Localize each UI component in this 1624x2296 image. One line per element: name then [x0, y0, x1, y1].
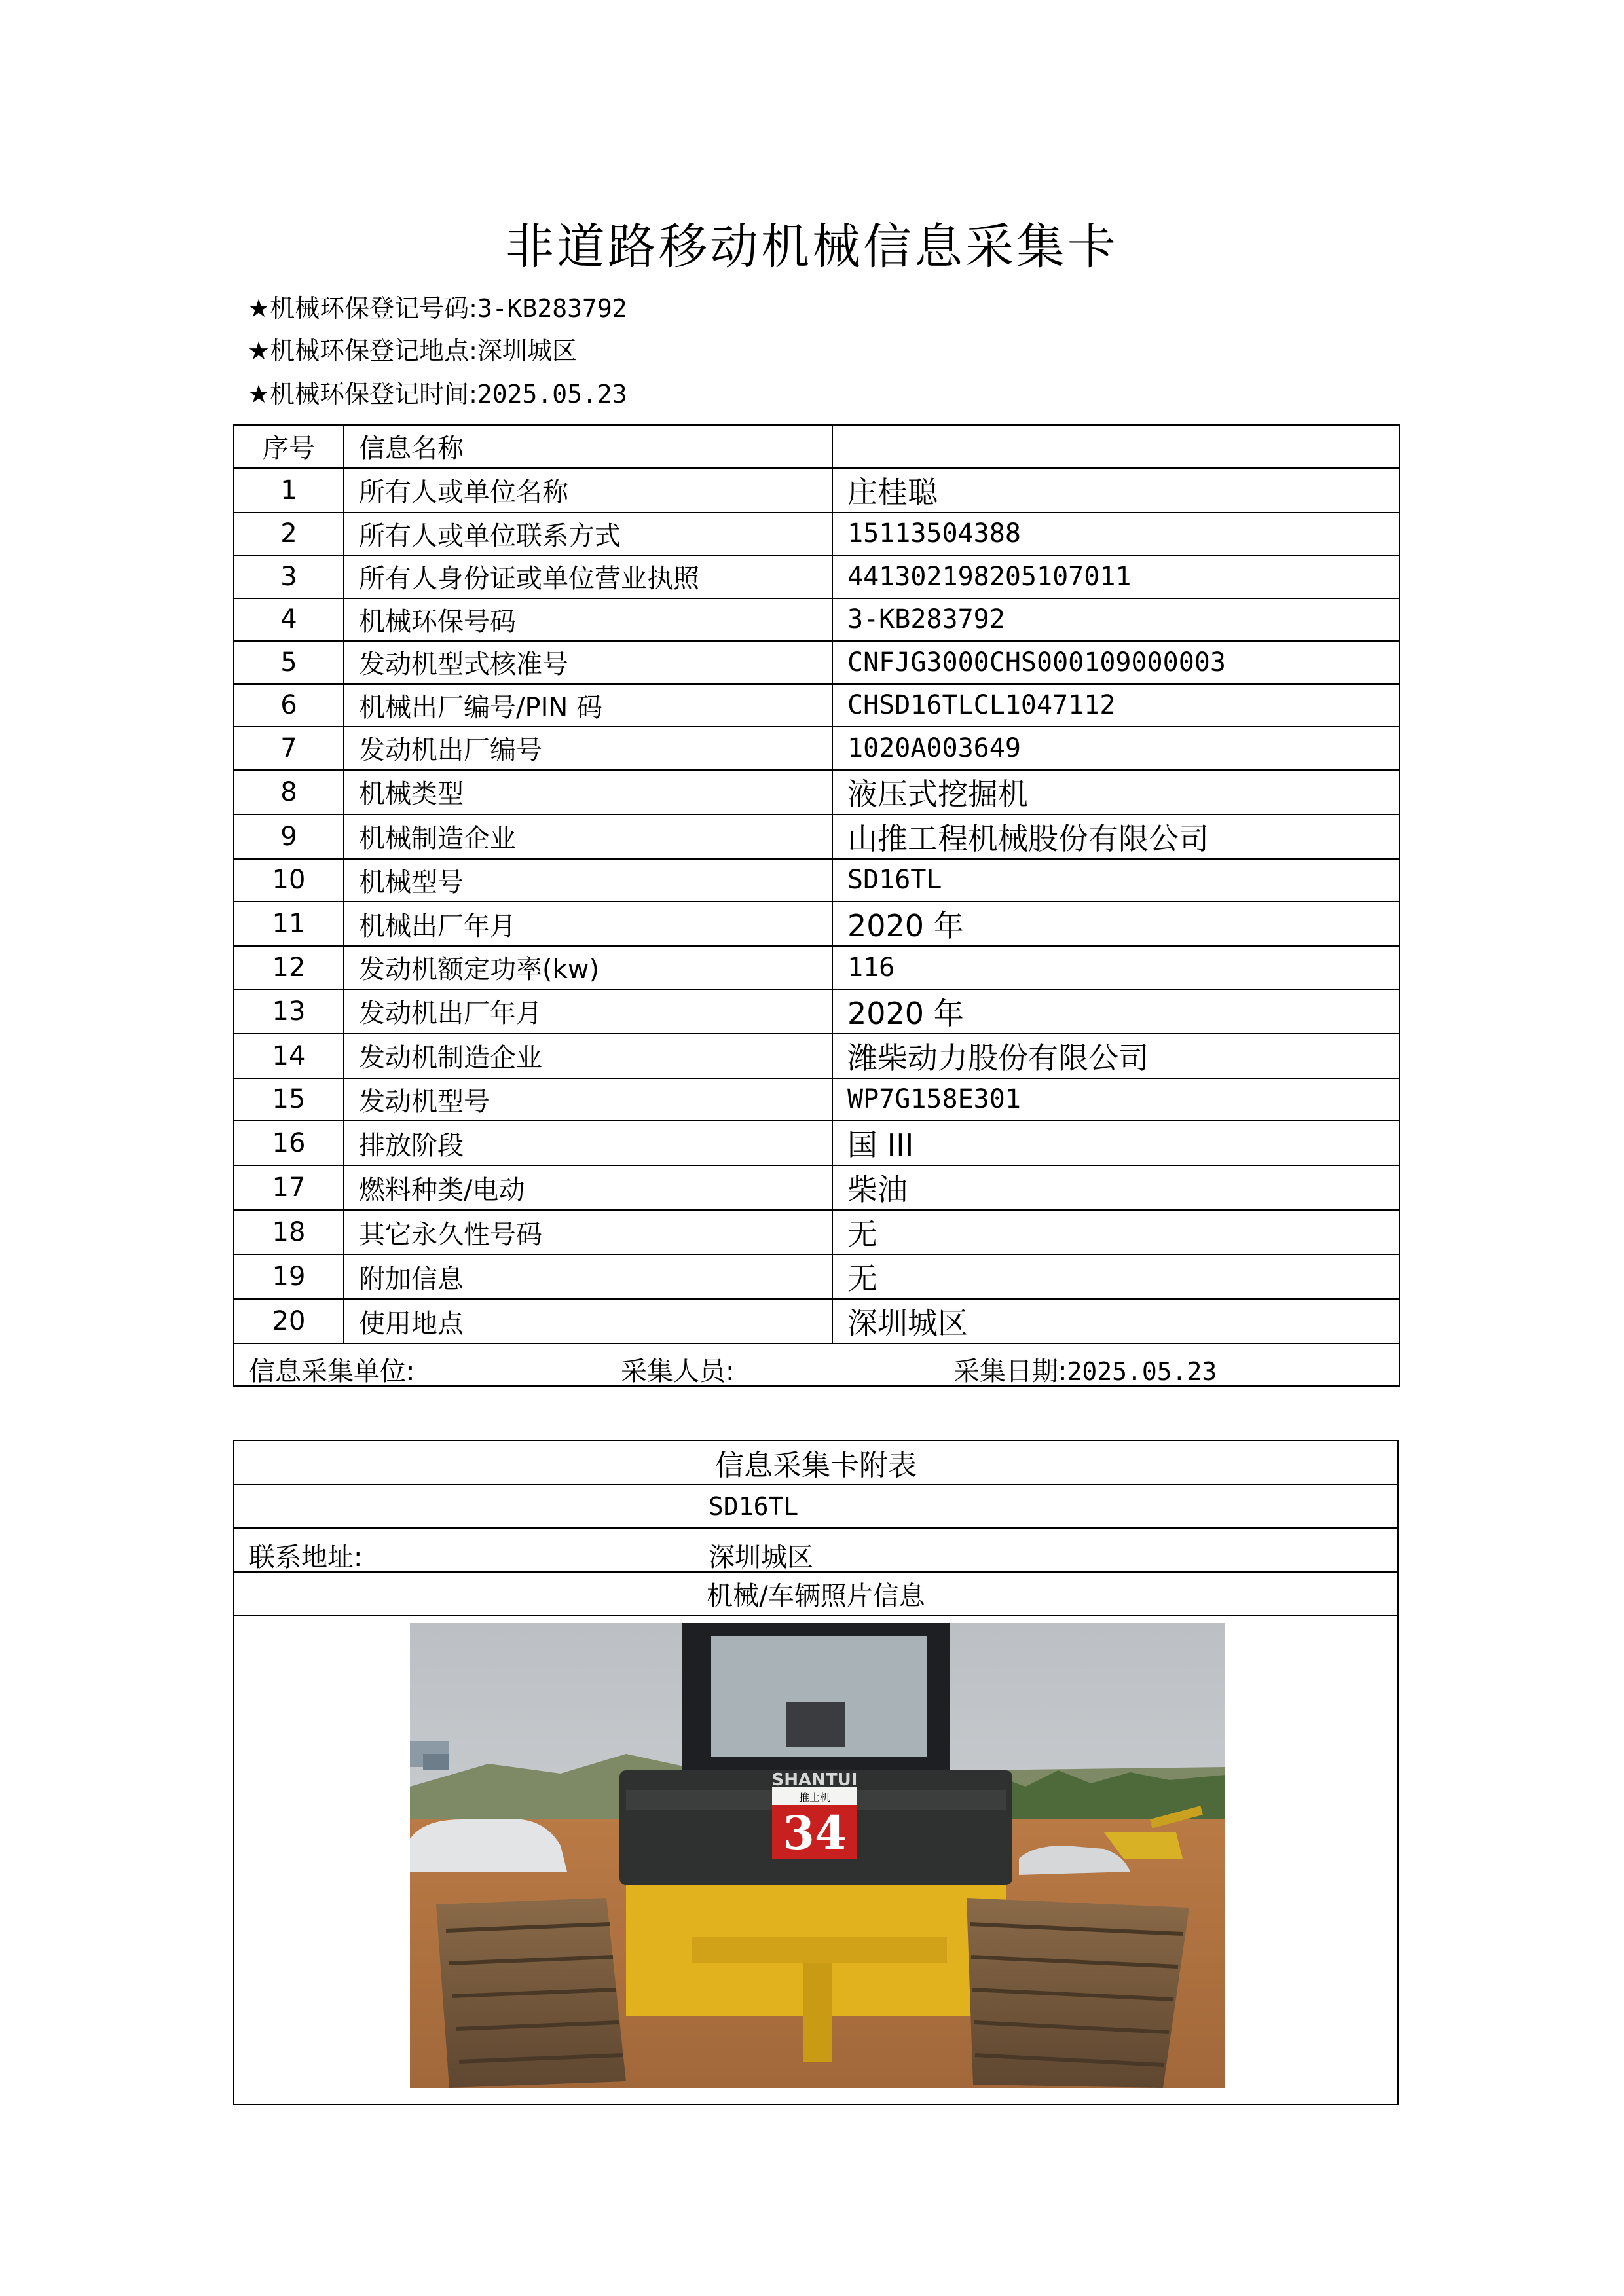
- table-row: [234, 727, 1399, 770]
- row-field-name: 附加信息: [344, 1254, 832, 1299]
- row-field-value: 1020A003649: [832, 727, 1399, 770]
- row-field-name: 所有人或单位联系方式: [344, 513, 832, 556]
- registration-number-value: 3-KB283792: [477, 294, 627, 323]
- row-field-value: 116: [832, 946, 1399, 989]
- row-field-name: 机械出厂编号/PIN 码: [344, 684, 832, 727]
- annex-table: [233, 1440, 1399, 2105]
- row-field-name: 机械环保号码: [344, 598, 832, 642]
- table-row: [234, 814, 1399, 859]
- registration-place-label: ★机械环保登记地点:: [248, 337, 477, 365]
- row-index: 14: [234, 1034, 344, 1078]
- row-field-name: 使用地点: [344, 1299, 832, 1343]
- row-field-value: 液压式挖掘机: [832, 770, 1399, 814]
- registration-place-line: [248, 331, 577, 367]
- row-index: 7: [234, 727, 344, 770]
- table-footer-row: [234, 1343, 1399, 1386]
- row-field-value: WP7G158E301: [832, 1078, 1399, 1121]
- ripper-bar: [692, 1937, 947, 1963]
- row-index: 3: [234, 555, 344, 598]
- table-row: [234, 513, 1399, 556]
- row-field-value: 3-KB283792: [832, 598, 1399, 642]
- row-index: 18: [234, 1210, 344, 1254]
- table-row: [234, 770, 1399, 814]
- table-row: [234, 859, 1399, 902]
- row-index: 6: [234, 684, 344, 727]
- row-field-name: 发动机额定功率(kw): [344, 946, 832, 989]
- table-row: [234, 1254, 1399, 1299]
- row-field-value: 无: [832, 1210, 1399, 1254]
- row-field-name: 发动机型号: [344, 1078, 832, 1121]
- cab-seat: [786, 1702, 845, 1747]
- row-field-value: 国 III: [832, 1121, 1399, 1165]
- annex-model: SD16TL: [234, 1484, 1398, 1528]
- row-field-value: 庄桂聪: [832, 468, 1399, 513]
- row-index: 17: [234, 1165, 344, 1210]
- collection-date: [953, 1351, 1217, 1386]
- row-index: 13: [234, 989, 344, 1034]
- collection-unit-label: 信息采集单位:: [249, 1357, 415, 1386]
- table-row: [234, 641, 1399, 684]
- page-title: 非道路移动机械信息采集卡: [506, 219, 1118, 275]
- table-header-row: [234, 425, 1399, 468]
- row-field-value: 无: [832, 1254, 1399, 1299]
- table-row: [234, 684, 1399, 727]
- row-field-value: 2020 年: [832, 989, 1399, 1034]
- row-field-value: 深圳城区: [832, 1299, 1399, 1343]
- row-field-value: 柴油: [832, 1165, 1399, 1210]
- table-row: [234, 1165, 1399, 1210]
- collection-date-value: 2025.05.23: [1067, 1357, 1217, 1386]
- registration-time-label: ★机械环保登记时间:: [248, 380, 477, 409]
- header-value: [832, 425, 1399, 468]
- table-row: [234, 1034, 1399, 1078]
- row-field-name: 发动机型式核准号: [344, 641, 832, 684]
- table-row: [234, 946, 1399, 989]
- row-index: 10: [234, 859, 344, 902]
- row-field-name: 所有人身份证或单位营业执照: [344, 555, 832, 598]
- row-index: 1: [234, 468, 344, 513]
- row-field-value: 潍柴动力股份有限公司: [832, 1034, 1399, 1078]
- row-field-name: 所有人或单位名称: [344, 468, 832, 513]
- machine-photo: [410, 1623, 1225, 2088]
- table-row: [234, 1121, 1399, 1165]
- table-row: [234, 1210, 1399, 1254]
- row-field-name: 机械型号: [344, 859, 832, 902]
- collection-footer: [234, 1343, 1399, 1386]
- header-index: 序号: [234, 425, 344, 468]
- table-row: [234, 468, 1399, 513]
- row-field-value: CNFJG3000CHS000109000003: [832, 641, 1399, 684]
- registration-time-line: [248, 374, 627, 410]
- plate-number: 34: [783, 1806, 847, 1860]
- registration-time-value: 2025.05.23: [477, 380, 627, 409]
- row-field-name: 其它永久性号码: [344, 1210, 832, 1254]
- plate-label: 推土机: [798, 1791, 831, 1804]
- row-field-name: 发动机出厂年月: [344, 989, 832, 1034]
- row-index: 9: [234, 814, 344, 859]
- row-field-value: CHSD16TLCL1047112: [832, 684, 1399, 727]
- table-row: [234, 598, 1399, 642]
- building-2: [423, 1754, 449, 1770]
- table-row: [234, 555, 1399, 598]
- parked-car-left: [410, 1819, 567, 1872]
- row-index: 19: [234, 1254, 344, 1299]
- row-index: 4: [234, 598, 344, 642]
- row-field-name: 机械出厂年月: [344, 902, 832, 946]
- annex-title: 信息采集卡附表: [234, 1440, 1398, 1484]
- table-row: [234, 902, 1399, 946]
- row-field-name: 燃料种类/电动: [344, 1165, 832, 1210]
- registration-number-line: [248, 288, 627, 324]
- row-index: 16: [234, 1121, 344, 1165]
- row-field-value: 15113504388: [832, 513, 1399, 556]
- table-row: [234, 989, 1399, 1034]
- ripper-shank: [803, 1963, 832, 2062]
- table-row: [234, 1299, 1399, 1343]
- row-index: 11: [234, 902, 344, 946]
- annex-address-row: [234, 1528, 1398, 1572]
- photo-section-title: 机械/车辆照片信息: [234, 1572, 1398, 1616]
- row-index: 20: [234, 1299, 344, 1343]
- registration-number-label: ★机械环保登记号码:: [248, 294, 477, 323]
- row-field-value: 2020 年: [832, 902, 1399, 946]
- row-field-value: 山推工程机械股份有限公司: [832, 814, 1399, 859]
- row-field-value: SD16TL: [832, 859, 1399, 902]
- registration-place-value: 深圳城区: [477, 337, 577, 365]
- row-field-name: 发动机出厂编号: [344, 727, 832, 770]
- collection-date-label: 采集日期:: [953, 1357, 1067, 1386]
- collector-label: 采集人员:: [621, 1357, 735, 1386]
- row-index: 8: [234, 770, 344, 814]
- row-field-name: 发动机制造企业: [344, 1034, 832, 1078]
- row-index: 5: [234, 641, 344, 684]
- address-value: 深圳城区: [709, 1542, 813, 1573]
- address-label: 联系地址:: [249, 1542, 363, 1573]
- photo-cell: [234, 1616, 1398, 2105]
- row-index: 2: [234, 513, 344, 556]
- info-table: [233, 424, 1400, 1387]
- row-index: 15: [234, 1078, 344, 1121]
- row-index: 12: [234, 946, 344, 989]
- header-name: 信息名称: [344, 425, 832, 468]
- row-field-value: 441302198205107011: [832, 555, 1399, 598]
- row-field-name: 机械制造企业: [344, 814, 832, 859]
- table-row: [234, 1078, 1399, 1121]
- row-field-name: 排放阶段: [344, 1121, 832, 1165]
- row-field-name: 机械类型: [344, 770, 832, 814]
- brand-logo: SHANTUI: [771, 1770, 858, 1790]
